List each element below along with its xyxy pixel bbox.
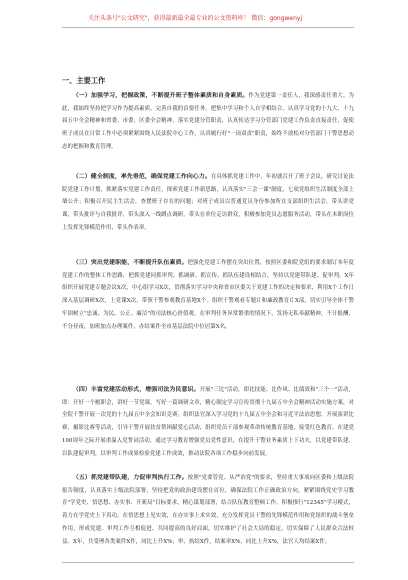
paragraph-lead: （三）突出党建职能，不断提升队伍素质。: [72, 259, 188, 266]
paragraph-2: [62, 171, 354, 257]
paragraph-body: 把强化党建工作摆在突出位置，按照区委和院党组的要求制订本年度党建工作的整体工作思路，把抓党建同抓审判、抓调研、抓宣传、抓队伍建设相结合，坚持以党建带队建、促审判。X年组织开展党建专题会议X次，中心组学习X次，贯彻落实学习中央和省市区委关于党建工作的决定和要求，利用X个工作日深入基层调研X次，上党课X次，带领干警参观教育基地X个。组织干警观看专题片和廉政教育片X部，切实引导全体干警牢固树立"忠诚、为民、公正、廉洁"的司法核心价值观，在审判任务异常繁重的情况下，发扬无私奉献精神，不计报酬，不分昼夜，加班加点办理案件，办结案件全市基层法院中位居第X名。: [62, 260, 354, 330]
paragraph-body: 开展"三比"活动，即比技能、比作风、比绩效和"三个一"活动，即：开好一个履职会，讲好一节党课，写好一篇调研文章，精心制定学习宣传贯彻十九届五中全会精神活动实施方案，对全院干警开展一次党的十九届五中全会知识竞赛。组织法官深入学习党的十九届五中全会和习近平法治思想，开展演讲比赛、摄影比赛等活动，引导干警开展扶贫帮困献爱心活动，组织党员干部参观革命传统教育基地、接受红色教育，在建党100周年之际开展重温入党誓词活动，通过学习教育增强党员党性意识，在提升干警业务素质上下功夫，以党建带队建，以队建促审判，以审判工作成果检验党建工作成效，推动法院各项工作稳步向前发展。: [62, 387, 354, 457]
header-banner: 关注头条号"公文研究"，获得最新最全最专业的公文资料库！ 微信：gongwenyj: [88, 15, 303, 22]
section-title: 一、主要工作: [62, 76, 106, 85]
paragraph-3: [62, 257, 354, 384]
header-divider: [62, 27, 354, 28]
paragraph-lead: （一）加强学习，把握政策，不断提升班子整体素质和自身素质。: [72, 92, 249, 99]
footer-divider: [62, 562, 354, 563]
paragraph-lead: （五）抓党建带队建，力促审判执行工作。: [72, 474, 188, 481]
paragraph-lead: （二）健全制度，率先垂范，确保党建工作向心力。: [72, 173, 211, 180]
paragraph-body: 按照"党要管党、从严治党"的要求，坚持重大事项向区委和上级法院报告制度，认真落实上级法院部署，坚持把党的政治建设摆在首位，确保法院工作正确政治方向，紧紧围绕党史学习教育"学党史、悟思想、办实事、开新局"目标要求，精心谋划部署，结合队伍教育整顿工作，积极推行"12345"学习模式，着力在学党史上下真功，在悟思想上见实效，在办实事上求实效，充分发挥党员干警的先锋模范作用和党组织的战斗堡垒作用，形成党建、审判工作互相促进、共同提高的良好局面，切实维护了社会大局的稳定，切实保障了人民群众合法权益。X年，共受理各类案件X件，同比上升X%；审、执结X件，结案率X%，同比上升X%，法官人均结案X件。: [62, 475, 354, 545]
paragraph-4: [62, 384, 354, 472]
paragraph-body: 作为党建第一责任人，我深感责任重大。为此，我始终坚持把学习作为提高素质、完善自我的首要任务。把集中学习和个人自学相结合，认真学习党的十九大、十九届五中全会精神和省委、市委、区委全会精神，落实党建分管职责，认真传达学习分管部门党建工作负责直接责任，促使班子成员在日常工作中必须紧紧围绕人民法院中心工作，认真履行好"一岗双责"职责，始终不放松对分管部门干警思想动态的把握和教育管理。: [62, 93, 354, 150]
document-body: [62, 75, 354, 561]
paragraph-1: [62, 90, 354, 171]
paragraph-body: 在具体抓党建工作中，年初就召开了班子会议，研究讨论法院党建工作计划，抓紧落实党建工作责任，探索党建工作新思路，认真落实"三会一课"制度，七项党组织生活制度全部上墙公开；积极召开民主生活会，查摆班子存在的问题；对班子成员以普通党员身份参加所在支部组织生活会，带头讲党课，带头批评与自我批评，带头深入一线蹲点调研，带头在单位走访群众，积极参加党员志愿服务活动，带头在本职岗位上发挥先锋模范作用，带头作表率。: [62, 174, 354, 231]
paragraph-lead: （四）丰富党建活动形式，增强司法为民意识。: [72, 386, 200, 393]
paragraph-5: [62, 472, 354, 561]
